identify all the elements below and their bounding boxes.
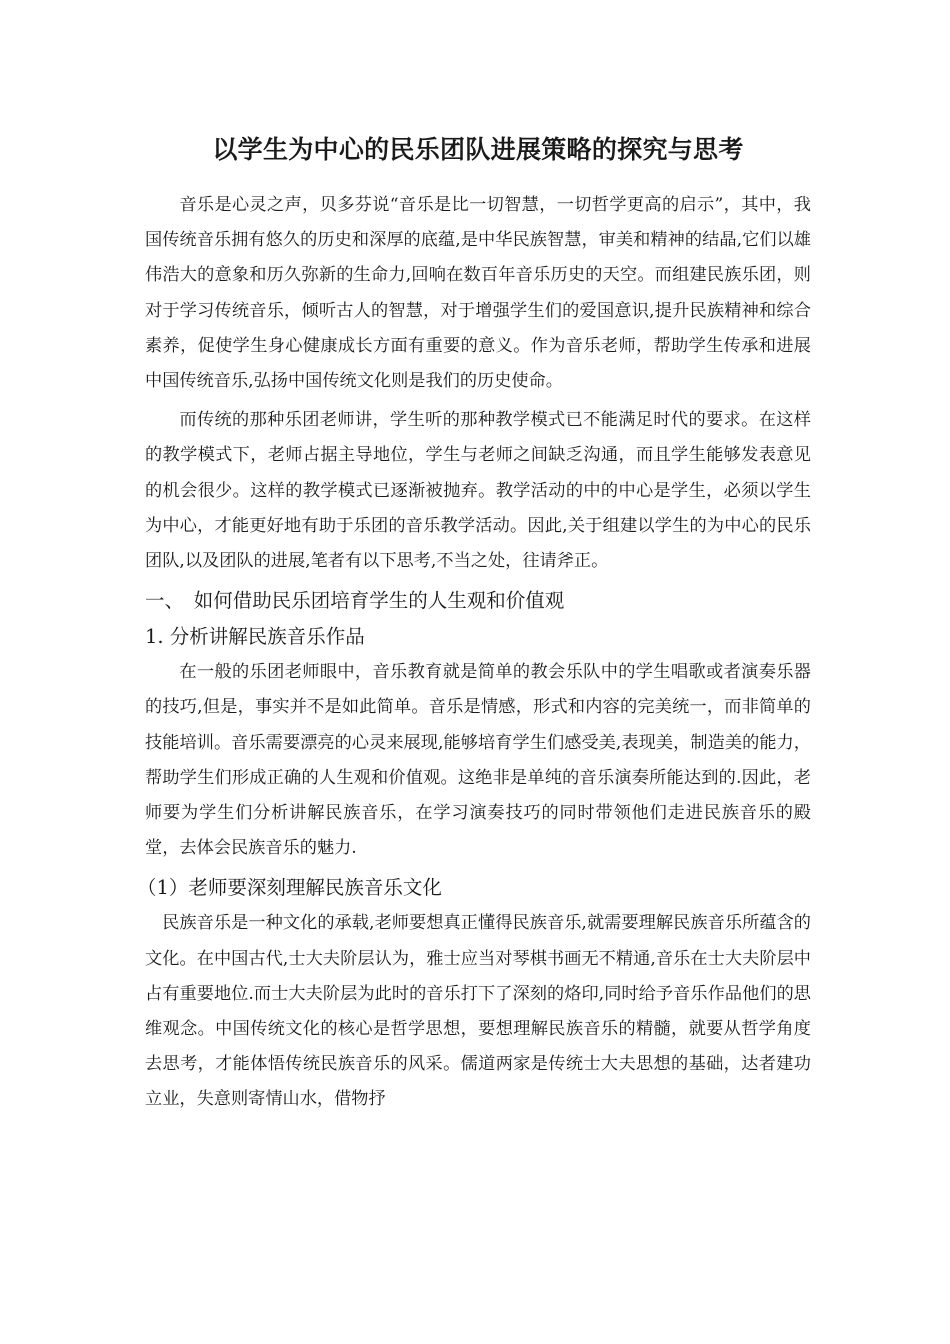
point-heading-1: （1）老师要深刻理解民族音乐文化 [137,876,442,900]
document-body [137,126,811,1122]
document-title: 以学生为中心的民乐团队进展策略的探究与思考 [212,135,744,164]
subsection-paragraph-1: 在一般的乐团老师眼中，音乐教育就是简单的教会乐队中的学生唱歌或者演奏乐器的技巧,但是，事实并不是如此简单。音乐是情感，形式和内容的完美统一，而非简单的技能培训。音乐需要漂亮的心灵来展现,能够培育学生们感受美,表现美，制造美的能力，帮助学生们形成正确的人生观和价值观。这绝非是单纯的音乐演奏所能达到的.因此，老师要为学生们分析讲解民族音乐，在学习演奏技巧的同时带领他们走进民族音乐的殿堂，去体会民族音乐的魅力. [145,662,811,859]
subsection-heading-1: 1. 分析讲解民族音乐作品 [145,625,365,649]
section-heading-1: 一、 如何借助民乐团培育学生的人生观和价值观 [145,589,565,613]
point-paragraph-1: 民族音乐是一种文化的承载,老师要想真正懂得民族音乐,就需要理解民族音乐所蕴含的文化。在中国古代,士大夫阶层认为，雅士应当对琴棋书画无不精通,音乐在士大夫阶层中占有重要地位.而士大夫阶层为此时的音乐打下了深刻的烙印,同时给予音乐作品他们的思维观念。中国传统文化的核心是哲学思想，要想理解民族音乐的精髓，就要从哲学角度去思考，才能体悟传统民族音乐的风采。儒道两家是传统士大夫思想的基础，达者建功立业，失意则寄情山水，借物抒 [145,913,811,1110]
intro-paragraph-2: 而传统的那种乐团老师讲，学生听的那种教学模式已不能满足时代的要求。在这样的教学模式下，老师占据主导地位，学生与老师之间缺乏沟通，而且学生能够发表意见的机会很少。这样的教学模式已逐渐被抛弃。教学活动的中的中心是学生，必须以学生为中心，才能更好地有助于乐团的音乐教学活动。因此,关于组建以学生的为中心的民乐团队,以及团队的进展,笔者有以下思考,不当之处，往请斧正。 [145,410,811,572]
intro-paragraph-1: 音乐是心灵之声，贝多芬说“音乐是比一切智慧，一切哲学更高的启示”，其中，我国传统音乐拥有悠久的历史和深厚的底蕴,是中华民族智慧，审美和精神的结晶,它们以雄伟浩大的意象和历久弥新的生命力,回响在数百年音乐历史的天空。而组建民族乐团，则对于学习传统音乐，倾听古人的智慧，对于增强学生们的爱国意识,提升民族精神和综合素养，促使学生身心健康成长方面有重要的意义。作为音乐老师，帮助学生传承和进展中国传统音乐,弘扬中国传统文化则是我们的历史使命。 [145,195,811,392]
